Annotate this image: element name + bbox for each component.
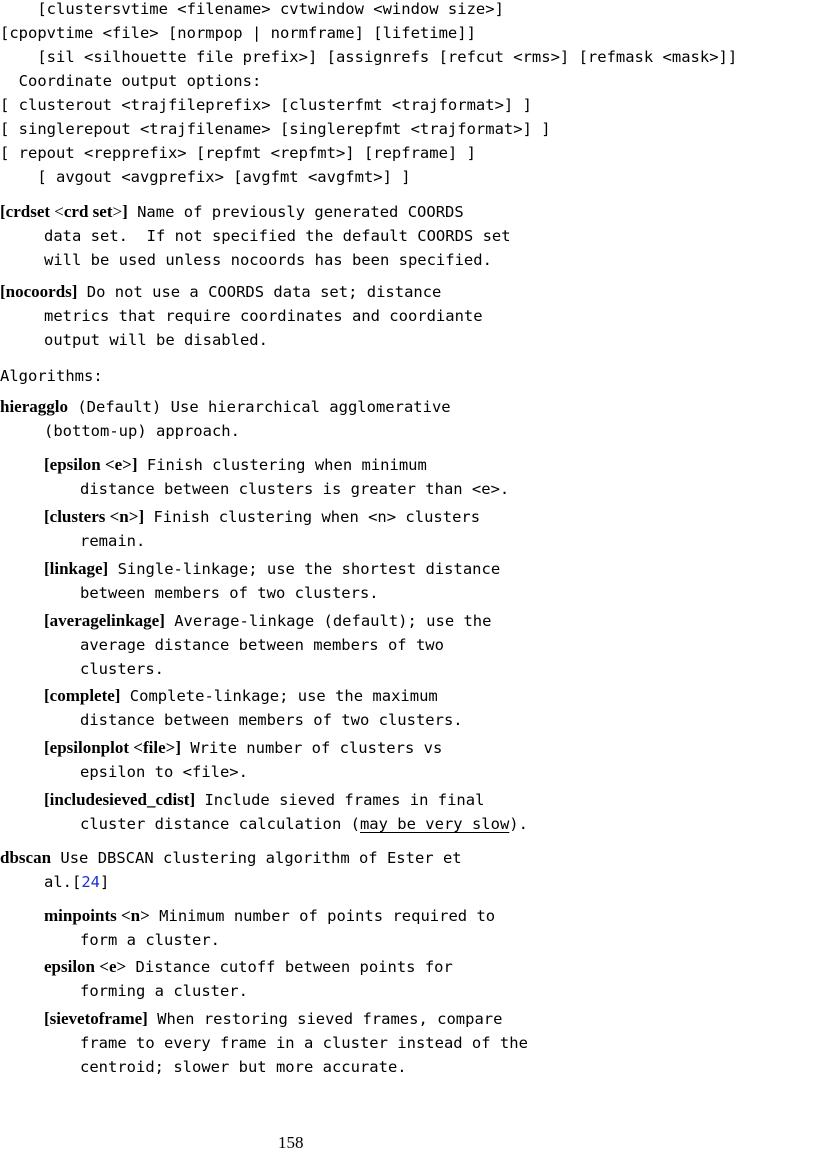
- includesieved-option: [44, 791, 484, 811]
- option-desc: Minimum number of points required to: [149, 907, 496, 925]
- syntax-line: [cpopvtime <file> [normpop | normframe] [lifetime]]: [0, 24, 476, 42]
- crdset-term-open: [crdset: [0, 202, 55, 221]
- crdset-term-arg: crd set: [63, 202, 113, 221]
- syntax-line: [clustersvtime <filename> cvtwindow <window size>]: [0, 0, 504, 18]
- option-desc: cluster distance calculation (: [80, 815, 360, 833]
- hieragglo-desc: (Default) Use hierarchical agglomerative: [68, 398, 451, 416]
- dbscan-entry: [0, 849, 462, 869]
- option-desc: form a cluster.: [80, 931, 220, 949]
- algorithms-heading: Algorithms:: [0, 367, 103, 385]
- dbscan-desc: Use DBSCAN clustering algorithm of Ester et: [51, 849, 462, 867]
- option-arg: <n>: [121, 906, 150, 925]
- option-term: [epsilonplot: [44, 738, 134, 757]
- option-desc: Finish clustering when <n> clusters: [144, 508, 481, 526]
- nocoords-desc: metrics that require coordinates and coordiante: [44, 307, 483, 325]
- option-term: [linkage]: [44, 559, 109, 578]
- option-desc: Include sieved frames in final: [195, 791, 485, 809]
- option-desc: Distance cutoff between points for: [126, 958, 453, 976]
- option-arg: <e>: [99, 957, 127, 976]
- nocoords-entry: [0, 283, 441, 303]
- option-desc: Finish clustering when minimum: [137, 456, 427, 474]
- complete-option: [44, 687, 438, 707]
- citation-link[interactable]: 24: [81, 873, 100, 891]
- nocoords-term: [nocoords]: [0, 282, 78, 301]
- epsilonplot-option: [44, 739, 442, 759]
- epsilon-option: [44, 456, 427, 476]
- syntax-line: Coordinate output options:: [0, 72, 262, 90]
- option-arg: <e>: [104, 455, 132, 474]
- sievetoframe-option: [44, 1010, 502, 1030]
- hieragglo-entry: [0, 398, 451, 418]
- option-term: epsilon: [44, 957, 100, 976]
- crdset-desc: Name of previously generated COORDS: [127, 203, 464, 221]
- crdset-entry: [0, 203, 464, 223]
- syntax-line: [ repout <repprefix> [repfmt <repfmt>] [repframe] ]: [0, 144, 476, 162]
- crdset-term-lt: <: [54, 202, 64, 221]
- clusters-option: [44, 508, 480, 528]
- option-desc: clusters.: [80, 660, 164, 678]
- option-desc: distance between clusters is greater than <e>.: [80, 480, 510, 498]
- option-term-close: ]: [138, 507, 145, 526]
- minpoints-option: [44, 907, 495, 927]
- dbscan-term: dbscan: [0, 848, 52, 867]
- option-desc: Average-linkage (default); use the: [164, 612, 492, 630]
- crdset-term-gt: >: [112, 202, 123, 221]
- includesieved-desc-line: [80, 815, 528, 835]
- option-desc: distance between members of two clusters.: [80, 711, 463, 729]
- linkage-option: [44, 560, 500, 580]
- option-desc: remain.: [80, 532, 146, 550]
- option-term: [sievetoframe]: [44, 1009, 148, 1028]
- option-term-close: ]: [175, 738, 181, 757]
- option-term: minpoints: [44, 906, 121, 925]
- syntax-line: [ clusterout <trajfileprefix> [clusterfmt <trajformat>] ]: [0, 96, 532, 114]
- option-desc: Single-linkage; use the shortest distance: [108, 560, 501, 578]
- option-desc: centroid; slower but more accurate.: [80, 1058, 407, 1076]
- option-term: [epsilon: [44, 455, 105, 474]
- page-number: 158: [278, 1133, 304, 1152]
- dbscan-epsilon-option: [44, 958, 453, 978]
- option-desc: frame to every frame in a cluster instead of the: [80, 1034, 528, 1052]
- dbscan-desc: ]: [100, 873, 110, 891]
- hieragglo-desc: (bottom-up) approach.: [44, 422, 240, 440]
- option-desc: Complete-linkage; use the maximum: [120, 687, 438, 705]
- slow-warning: may be very slow: [359, 815, 510, 833]
- option-desc: ).: [509, 815, 528, 833]
- option-desc: When restoring sieved frames, compare: [147, 1010, 503, 1028]
- syntax-line: [ avgout <avgprefix> [avgfmt <avgfmt>] ]: [0, 168, 411, 186]
- nocoords-desc: output will be disabled.: [44, 331, 268, 349]
- option-arg: <n>: [109, 507, 139, 526]
- option-desc: forming a cluster.: [80, 982, 248, 1000]
- averagelinkage-option: [44, 612, 491, 632]
- syntax-line: [sil <silhouette file prefix>] [assignrefs [refcut <rms>] [refmask <mask>]]: [0, 48, 738, 66]
- crdset-desc: will be used unless nocoords has been specified.: [44, 251, 492, 269]
- option-desc: Write number of clusters vs: [180, 739, 443, 757]
- option-term: [clusters: [44, 507, 110, 526]
- nocoords-desc: Do not use a COORDS data set; distance: [77, 283, 442, 301]
- option-desc: between members of two clusters.: [80, 584, 379, 602]
- option-term: [complete]: [44, 686, 121, 705]
- syntax-line: [ singlerepout <trajfilename> [singlerepfmt <trajformat>] ]: [0, 120, 551, 138]
- crdset-desc: data set. If not specified the default COORDS set: [44, 227, 511, 245]
- option-term: [averagelinkage]: [44, 611, 165, 630]
- dbscan-desc: al.[: [44, 873, 82, 891]
- crdset-term-close: ]: [122, 202, 128, 221]
- dbscan-desc-line: [44, 873, 109, 893]
- option-desc: average distance between members of two: [80, 636, 444, 654]
- option-term-close: ]: [131, 455, 138, 474]
- option-term: [includesieved_cdist]: [44, 790, 196, 809]
- option-arg: <file>: [133, 738, 176, 757]
- hieragglo-term: hieragglo: [0, 397, 68, 416]
- option-desc: epsilon to <file>.: [80, 763, 248, 781]
